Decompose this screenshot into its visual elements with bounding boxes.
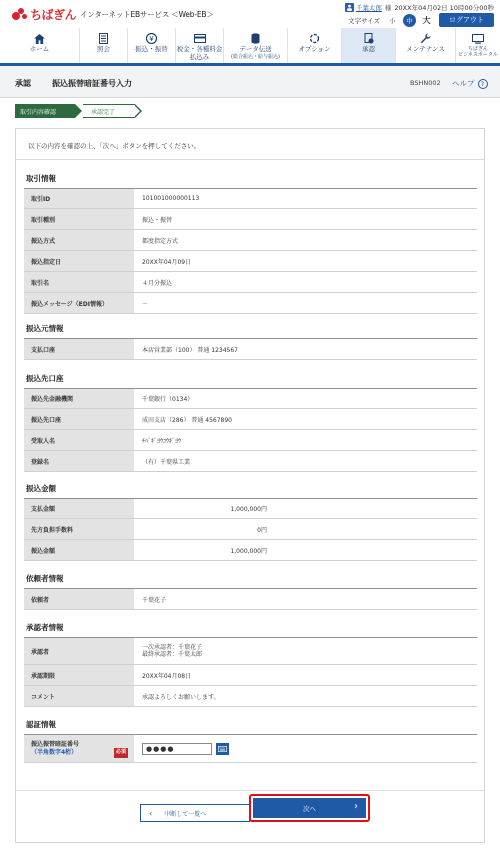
nav-transfer[interactable]: ¥ 振込・振替 <box>128 28 176 63</box>
page-title-bar <box>0 66 500 98</box>
section-title-auth: 認証情報 <box>26 720 56 729</box>
table-row: 振込方式 都度指定方式 <box>24 230 477 251</box>
auth-table <box>24 734 477 763</box>
font-big-button[interactable]: 大 <box>422 15 431 25</box>
table-row: 支払口座 本店営業部（100） 普通 1234567 <box>24 339 477 360</box>
user-info <box>345 3 494 12</box>
transfer-pin-input[interactable]: ●●●● <box>142 743 212 755</box>
wrench-icon <box>420 33 432 44</box>
nav-approve[interactable]: 承認 <box>342 28 396 63</box>
table-row: 承認期限 20XX年04月08日 <box>24 665 477 686</box>
table-row: 振込先金融機関 千葉銀行（0134） <box>24 389 477 409</box>
table-row: 振込メッセージ（EDI情報） － <box>24 293 477 314</box>
logo-mark-icon <box>12 8 28 22</box>
screen-code: BSHN002 <box>410 79 441 87</box>
nav-inquiry[interactable]: 照会 <box>80 28 128 63</box>
nav-business-portal[interactable]: ちばぎん ビジネスポータル <box>456 28 500 63</box>
requester-table <box>24 588 477 610</box>
first-approver: 一次承認者：千葉花子 <box>142 643 203 651</box>
help-link[interactable]: ヘルプ ? <box>452 78 488 89</box>
login-datetime: 20XX年04月02日 10時00分00秒 <box>394 4 494 12</box>
page-title: 振込振替暗証番号入力 <box>52 79 132 88</box>
user-icon <box>345 3 354 12</box>
back-to-list-button[interactable]: ‹ 中断して一覧へ <box>140 804 250 822</box>
section-title-source: 振込元情報 <box>26 324 64 333</box>
option-icon <box>309 33 321 44</box>
step-next: 承認完了 <box>83 104 135 118</box>
final-approver: 最終承認者：千葉太郎 <box>142 651 203 658</box>
required-badge: 必須 <box>114 748 128 758</box>
logout-button[interactable]: ログアウト <box>439 13 494 27</box>
page-category: 承認 <box>15 79 31 88</box>
table-row: 登録名 （有）千葉県工業 <box>24 451 477 472</box>
source-table <box>24 338 477 360</box>
yen-icon <box>146 33 158 44</box>
keyboard-icon <box>218 746 227 752</box>
chevron-left-icon: ‹ <box>149 808 153 818</box>
next-button[interactable]: 次へ › <box>253 798 366 818</box>
font-mid-button[interactable]: 中 <box>403 14 416 27</box>
header <box>0 0 500 28</box>
monitor-icon <box>472 33 484 44</box>
section-title-requester: 依頼者情報 <box>26 574 64 583</box>
divider <box>16 790 484 791</box>
transaction-table <box>24 188 477 314</box>
table-row: 取引名 ４月分振込 <box>24 272 477 293</box>
step-indicator <box>15 104 135 118</box>
font-small-button[interactable]: 小 <box>389 17 396 25</box>
auth-label: 振込振替暗証番号 <box>31 741 80 748</box>
table-row: 支払金額 1,000,000円 <box>24 499 477 519</box>
chevron-right-icon: › <box>354 801 358 812</box>
table-row: 振込指定日 20XX年04月09日 <box>24 251 477 272</box>
help-icon: ? <box>478 79 488 89</box>
software-keyboard-button[interactable] <box>216 743 229 755</box>
step-current: 取引内容確認 <box>15 104 75 118</box>
svg-text:¥: ¥ <box>149 35 154 43</box>
user-name-link[interactable]: 千葉太郎 <box>355 4 382 12</box>
service-name: インターネットEBサービス ＜Web-EB＞ <box>80 10 214 19</box>
intro-text: 以下の内容を確認の上、「次へ」ボタンを押してください。 <box>28 142 201 150</box>
table-row: コメント 承認よろしくお願いします。 <box>24 686 477 707</box>
nav-home[interactable]: ホーム <box>0 28 80 63</box>
section-title-transaction: 取引情報 <box>26 174 56 183</box>
table-row: 先方負担手数料 0円 <box>24 519 477 540</box>
auth-hint: （半角数字4桁） <box>31 748 78 756</box>
approver-table <box>24 637 477 707</box>
global-nav <box>0 28 500 66</box>
card-icon <box>194 33 206 44</box>
table-row: 受取人名 ﾁﾊﾞｷﾞﾖｳｺｳｷﾞﾖｳ <box>24 430 477 451</box>
home-icon <box>34 33 46 44</box>
main-panel <box>15 128 485 843</box>
nav-data-transmission[interactable]: データ伝送 (総合振込・給与振込) <box>224 28 288 63</box>
destination-table <box>24 388 477 472</box>
brand-name: ちばぎん <box>30 8 77 22</box>
approve-icon <box>363 33 375 44</box>
table-row: 取引種別 振込・振替 <box>24 209 477 230</box>
nav-tax[interactable]: 税金・各種料金 払込み <box>176 28 224 63</box>
font-size-control <box>348 13 494 27</box>
font-size-label: 文字サイズ <box>348 16 380 25</box>
user-suffix: 様 <box>384 4 392 12</box>
table-row: 依頼者 千葉花子 <box>24 589 477 610</box>
section-title-destination: 振込先口座 <box>26 374 64 383</box>
document-icon <box>98 33 110 44</box>
nav-option[interactable]: オプション <box>288 28 342 63</box>
table-row: 承認者 一次承認者：千葉花子 最終承認者：千葉太郎 <box>24 638 477 665</box>
table-row: 振込金額 1,000,000円 <box>24 540 477 561</box>
section-title-approver: 承認者情報 <box>26 623 64 632</box>
divider <box>16 159 484 160</box>
database-icon <box>250 33 262 44</box>
table-row: 取引ID 101001000000113 <box>24 189 477 209</box>
nav-maintenance[interactable]: メンテナンス <box>396 28 456 63</box>
bank-logo[interactable] <box>12 6 214 23</box>
section-title-amount: 振込金額 <box>26 484 56 493</box>
table-row: 振込先口座 成田支店（286） 普通 4567890 <box>24 409 477 430</box>
amount-table <box>24 498 477 561</box>
table-row <box>24 735 477 763</box>
